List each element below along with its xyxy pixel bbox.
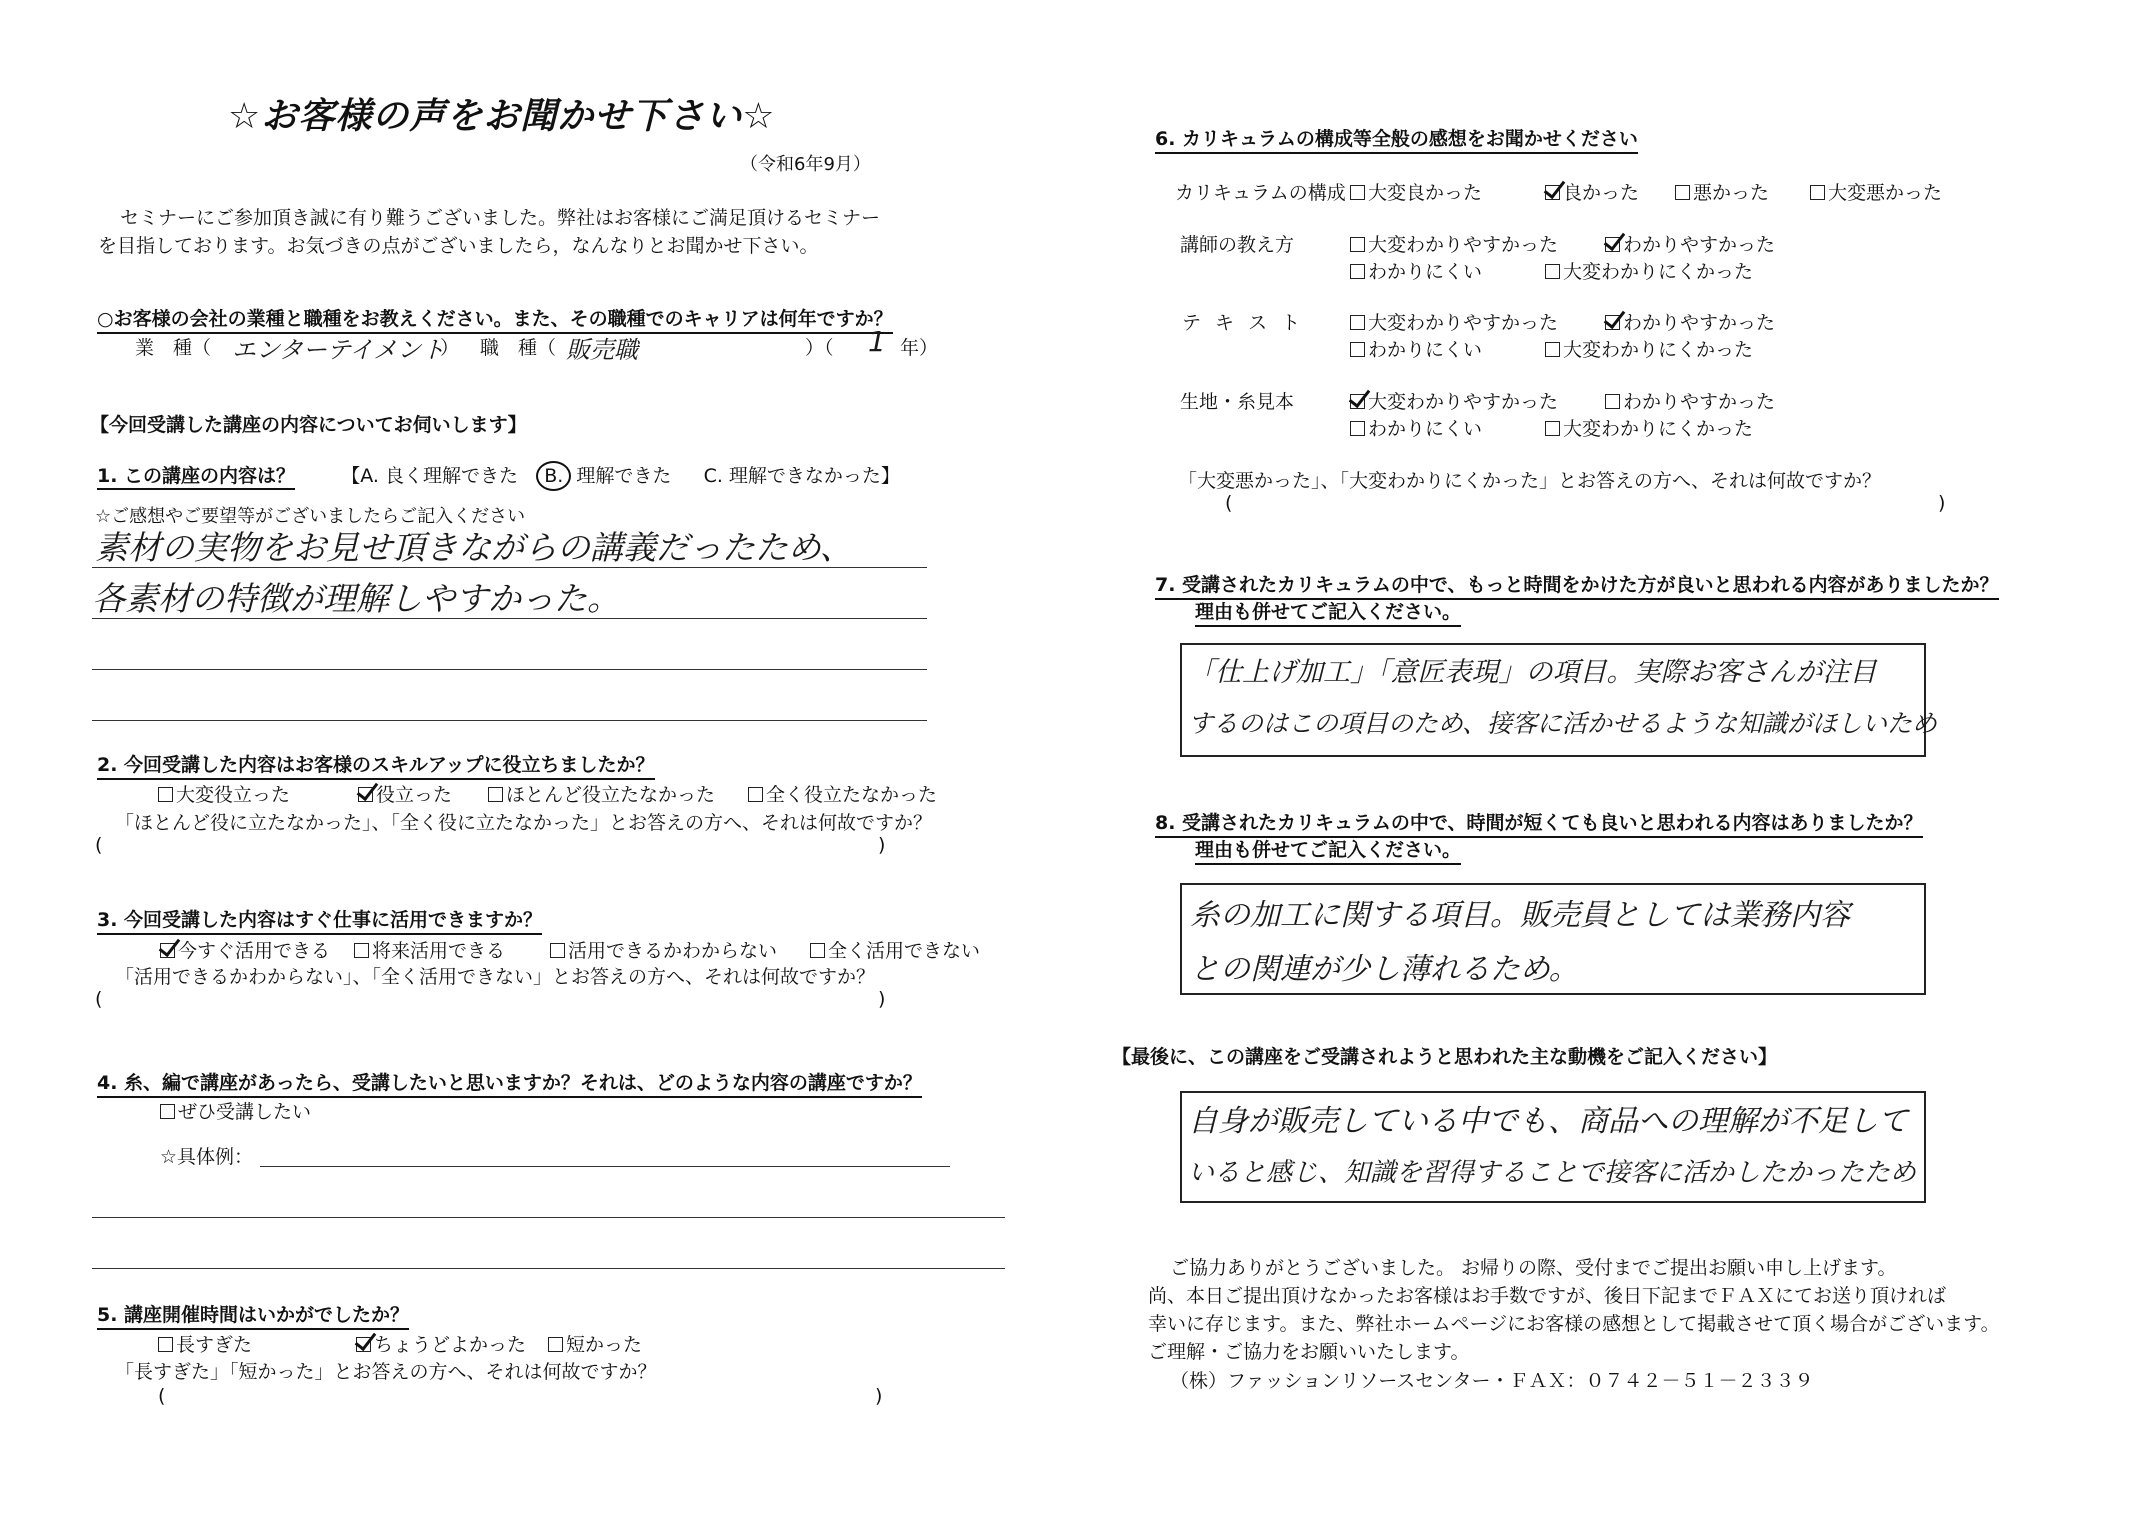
answer-rule <box>92 618 927 619</box>
checkbox-icon[interactable] <box>1350 315 1365 330</box>
q5-option[interactable]: ちょうどよかった <box>356 1330 526 1357</box>
q1-answer-line-1[interactable]: 素材の実物をお見せ頂きながらの講義だったため、 <box>95 528 853 567</box>
q6-option[interactable]: 大変わかりやすかった <box>1350 387 1558 414</box>
job-close: ）（ <box>805 337 834 359</box>
checkbox-icon[interactable] <box>1350 264 1365 279</box>
q8-sublabel: 理由も併せてご記入ください。 <box>1195 835 1461 865</box>
checkbox-icon[interactable] <box>354 943 369 958</box>
q6-option[interactable]: 大変わかりにくかった <box>1545 257 1753 284</box>
q6-option[interactable]: わかりやすかった <box>1605 308 1775 335</box>
checkbox-icon[interactable] <box>1350 342 1365 357</box>
checkbox-icon[interactable] <box>160 1104 175 1119</box>
checkbox-icon[interactable] <box>550 943 565 958</box>
q5-label: 5. 講座開催時間はいかがでしたか？ <box>97 1300 409 1330</box>
industry-close: ） <box>440 337 460 359</box>
motive-answer-line-2: いると感じ、知識を習得することで接客に活かしたかったため <box>1188 1158 1917 1188</box>
checkbox-checked-icon[interactable] <box>1350 394 1365 409</box>
checkbox-icon[interactable] <box>1350 237 1365 252</box>
q2-option[interactable]: 全く役立たなかった <box>748 780 937 807</box>
q3-option[interactable]: 今すぐ活用できる <box>160 936 330 963</box>
motive-answer-line-1: 自身が販売している中でも、商品への理解が不足して <box>1188 1104 1908 1139</box>
q3-paren-open: ( <box>95 988 103 1010</box>
q3-paren-close: ) <box>878 988 886 1010</box>
q6-option[interactable]: 悪かった <box>1675 178 1769 205</box>
checkbox-icon[interactable] <box>748 787 763 802</box>
checkbox-icon[interactable] <box>1810 185 1825 200</box>
checkbox-icon[interactable] <box>1545 421 1560 436</box>
q2-option[interactable]: 大変役立った <box>158 780 290 807</box>
q6-paren-open: ( <box>1225 492 1233 514</box>
years-answer[interactable]: 1 <box>868 325 886 358</box>
q1-option-b-text: 理解できた <box>576 465 672 487</box>
q8-answer-line-1: 糸の加工に関する項目。販売員としては業務内容 <box>1190 898 1850 933</box>
q2-paren-open: ( <box>95 834 103 856</box>
q6-row-label: カリキュラムの構成 <box>1175 182 1346 204</box>
q6-row-label: 講師の教え方 <box>1180 234 1295 256</box>
q6-option[interactable]: 大変わかりやすかった <box>1350 230 1558 257</box>
q6-option[interactable]: 大変わかりにくかった <box>1545 414 1753 441</box>
q3-label: 3. 今回受講した内容はすぐ仕事に活用できますか？ <box>97 905 542 935</box>
industry-answer[interactable]: エンターテイメント <box>232 336 446 364</box>
q7-label: 7. 受講されたカリキュラムの中で、もっと時間をかけた方が良いと思われる内容がありましたか？ <box>1155 570 1999 600</box>
intro-line-1: セミナーにご参加頂き誠に有り難うございました。弊社はお客様にご満足頂けるセミナー <box>120 207 881 229</box>
q5-paren-open: ( <box>158 1385 166 1407</box>
q3-option[interactable]: 全く活用できない <box>810 936 980 963</box>
industry-label: 業 種（ <box>135 337 212 359</box>
answer-rule <box>92 1268 1005 1269</box>
checkbox-icon[interactable] <box>1350 185 1365 200</box>
q2-paren-close: ) <box>878 834 886 856</box>
q6-label: 6. カリキュラムの構成等全般の感想をお聞かせください <box>1155 124 1638 154</box>
footer-line-1: ご協力ありがとうございました。 お帰りの際、受付までご提出お願い申し上げます。 <box>1170 1257 1897 1279</box>
q6-option[interactable]: 良かった <box>1545 178 1639 205</box>
q8-answer-line-2: との関連が少し薄れるため。 <box>1190 952 1579 987</box>
checkbox-icon[interactable] <box>1545 342 1560 357</box>
checkbox-icon[interactable] <box>1350 421 1365 436</box>
q8-label: 8. 受講されたカリキュラムの中で、時間が短くても良いと思われる内容はありましたか？ <box>1155 808 1923 838</box>
section-heading: 【今回受講した講座の内容についてお伺いします】 <box>90 414 527 436</box>
q7-answer-line-2: するのはこの項目のため、接客に活かせるような知識がほしいため <box>1188 709 1938 738</box>
q2-option[interactable]: ほとんど役立たなかった <box>488 780 715 807</box>
q6-followup: 「大変悪かった」、「大変わかりにくかった」とお答えの方へ、それは何故ですか？ <box>1178 470 1882 492</box>
q2-option[interactable]: 役立った <box>358 780 452 807</box>
q6-option[interactable]: 大変悪かった <box>1810 178 1942 205</box>
checkbox-icon[interactable] <box>158 787 173 802</box>
q1-answer-line-2[interactable]: 各素材の特徴が理解しやすかった。 <box>92 579 620 618</box>
checkbox-icon[interactable] <box>1605 394 1620 409</box>
q3-option[interactable]: 将来活用できる <box>354 936 505 963</box>
answer-rule <box>92 567 927 568</box>
q3-followup: 「活用できるかわからない」、「全く活用できない」とお答えの方へ、それは何故ですか？ <box>115 966 876 988</box>
q6-row-label: テ キ ス ト <box>1182 312 1305 334</box>
q1-option-b-circled[interactable]: B. <box>536 461 571 491</box>
q6-option[interactable]: 大変良かった <box>1350 178 1482 205</box>
q5-followup: 「長すぎた」「短かった」とお答えの方へ、それは何故ですか？ <box>115 1361 657 1383</box>
q1-option-a[interactable]: 【A. 良く理解できた <box>341 465 518 487</box>
q6-option[interactable]: わかりやすかった <box>1605 230 1775 257</box>
checkbox-icon[interactable] <box>810 943 825 958</box>
q6-row-options <box>1350 308 2000 368</box>
q7-answer-line-1: 「仕上げ加工」「意匠表現」の項目。実際お客さんが注目 <box>1188 657 1877 688</box>
checkbox-checked-icon[interactable] <box>358 787 373 802</box>
motive-label: 【最後に、この講座をご受講されようと思われた主な動機をご記入ください】 <box>1112 1046 1778 1068</box>
q3-option[interactable]: 活用できるかわからない <box>550 936 777 963</box>
checkbox-checked-icon[interactable] <box>1605 237 1620 252</box>
q6-row-options <box>1350 230 2000 290</box>
q6-option[interactable]: 大変わかりやすかった <box>1350 308 1558 335</box>
q6-option[interactable]: わかりにくい <box>1350 335 1482 362</box>
page-title: ☆お客様の声をお聞かせ下さい☆ <box>228 96 776 137</box>
footer-line-2: 尚、本日ご提出頂けなかったお客様はお手数ですが、後日下記までＦＡＸにてお送り頂ければ <box>1148 1285 1947 1307</box>
answer-rule <box>92 1217 1005 1218</box>
checkbox-icon[interactable] <box>158 1337 173 1352</box>
q5-option[interactable]: 長すぎた <box>158 1330 252 1357</box>
q6-option[interactable]: わかりにくい <box>1350 414 1482 441</box>
answer-rule <box>92 669 927 670</box>
q2-followup: 「ほとんど役に立たなかった」、「全く役に立たなかった」とお答えの方へ、それは何故ですか？ <box>115 812 933 834</box>
q1-prompt: ☆ご感想やご要望等がございましたらご記入ください <box>95 506 526 527</box>
answer-rule <box>92 720 927 721</box>
q4-label: 4. 糸、編で講座があったら、受講したいと思いますか？それは、どのような内容の講座ですか？ <box>97 1068 922 1098</box>
checkbox-icon[interactable] <box>1675 185 1690 200</box>
q6-row-label: 生地・糸見本 <box>1180 391 1295 413</box>
q6-option[interactable]: わかりにくい <box>1350 257 1482 284</box>
checkbox-icon[interactable] <box>488 787 503 802</box>
checkbox-checked-icon[interactable] <box>1545 185 1560 200</box>
example-rule <box>260 1166 950 1167</box>
job-answer[interactable]: 販売職 <box>566 336 638 364</box>
q4-example-label: ☆具体例： <box>160 1146 254 1168</box>
q7-sublabel: 理由も併せてご記入ください。 <box>1195 597 1461 627</box>
footer-line-4: ご理解・ご協力をお願いいたします。 <box>1148 1341 1470 1363</box>
career-question: ○お客様の会社の業種と職種をお教えください。また、その職種でのキャリアは何年ですか？ <box>97 304 893 334</box>
q1-row <box>97 461 900 491</box>
form-date: （令和6年9月） <box>740 154 871 175</box>
checkbox-icon[interactable] <box>548 1337 563 1352</box>
footer-fax: （株）ファッションリソースセンター・ＦＡＸ：０７４２－５１－２３３９ <box>1170 1370 1814 1392</box>
q1-option-c[interactable]: C. 理解できなかった】 <box>703 465 900 487</box>
q5-paren-close: ) <box>875 1385 883 1407</box>
checkbox-checked-icon[interactable] <box>160 943 175 958</box>
footer-line-3: 幸いに存じます。また、弊社ホームページにお客様の感想として掲載させて頂く場合がございます。 <box>1148 1313 2000 1335</box>
years-suffix: 年） <box>900 337 939 359</box>
q4-option[interactable]: ぜひ受講したい <box>160 1097 311 1124</box>
job-label: 職 種（ <box>480 337 557 359</box>
checkbox-icon[interactable] <box>1545 264 1560 279</box>
q2-label: 2. 今回受講した内容はお客様のスキルアップに役立ちましたか？ <box>97 750 655 780</box>
q1-label: 1. この講座の内容は？ <box>97 465 295 490</box>
q6-row-options <box>1350 387 2000 447</box>
checkbox-checked-icon[interactable] <box>356 1337 371 1352</box>
intro-line-2: を目指しております。お気づきの点がございましたら，なんなりとお聞かせ下さい。 <box>98 235 819 257</box>
checkbox-checked-icon[interactable] <box>1605 315 1620 330</box>
q6-paren-close: ) <box>1938 492 1946 514</box>
q6-option[interactable]: 大変わかりにくかった <box>1545 335 1753 362</box>
q6-option[interactable]: わかりやすかった <box>1605 387 1775 414</box>
q5-option[interactable]: 短かった <box>548 1330 642 1357</box>
